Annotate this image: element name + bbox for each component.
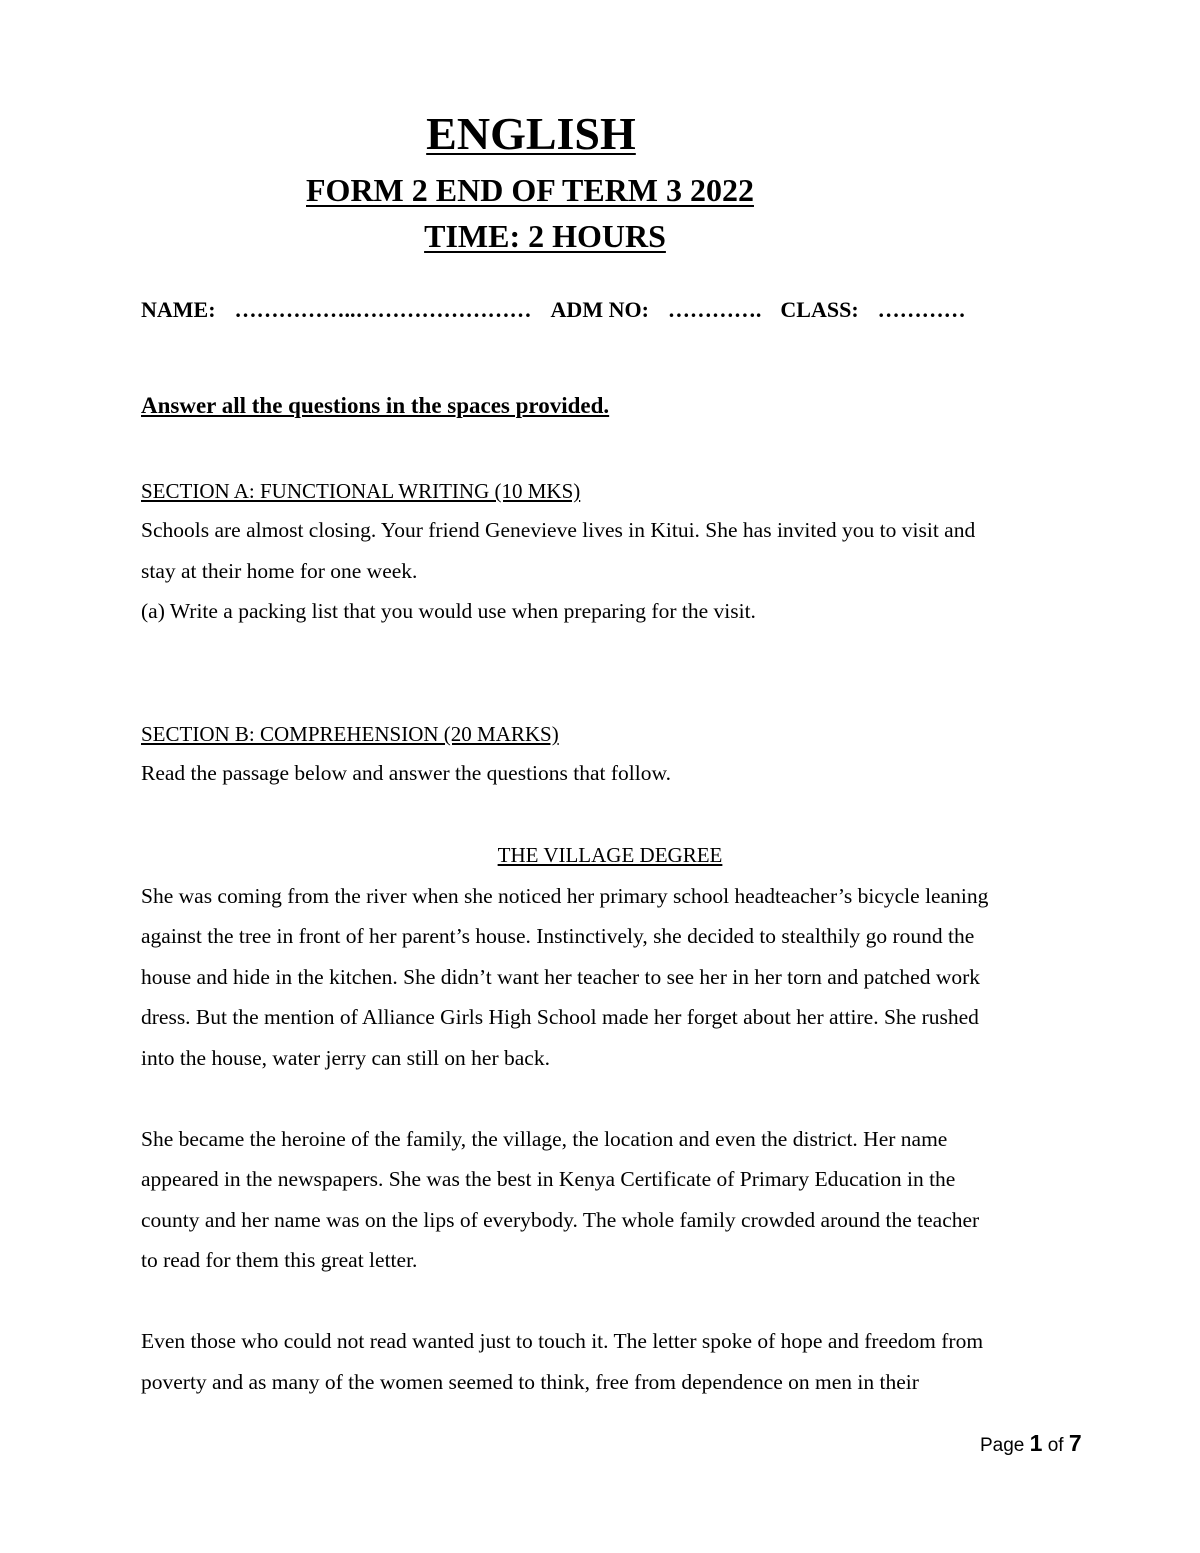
passage-title: THE VILLAGE DEGREE [497,843,723,867]
exam-title: FORM 2 END OF TERM 3 2022 [306,172,754,208]
passage-line: against the tree in front of her parent’s house. Instinctively, she decided to stealthily go round the [141,924,975,948]
current-page-number: 1 [1029,1430,1043,1456]
passage-line: Even those who could not read wanted just to touch it. The letter spoke of hope and freedom from [141,1329,984,1353]
name-blank: ……………..…………………… [234,297,532,322]
page-number-footer [980,1428,1080,1461]
section-b-instruction: Read the passage below and answer the questions that follow. [141,761,671,785]
page-word: Page [980,1435,1025,1456]
of-word: of [1047,1435,1064,1456]
exam-time: TIME: 2 HOURS [424,218,666,254]
student-details-line [141,293,1081,327]
subject-title: ENGLISH [426,108,636,159]
class-label: CLASS: [780,297,859,322]
section-b-title: SECTION B: COMPREHENSION (20 MARKS) [141,722,559,746]
passage-line: into the house, water jerry can still on her back. [141,1046,550,1070]
question-a: (a) Write a packing list that you would use when preparing for the visit. [141,599,756,623]
section-a-line: stay at their home for one week. [141,559,418,583]
passage-line: county and her name was on the lips of everybody. The whole family crowded around the teacher [141,1208,980,1232]
adm-no-blank: …………. [667,297,762,322]
class-blank: ………… [877,297,966,322]
section-a-title: SECTION A: FUNCTIONAL WRITING (10 MKS) [141,479,581,503]
section-a-line: Schools are almost closing. Your friend Genevieve lives in Kitui. She has invited you to visit and [141,518,976,542]
passage-line: poverty and as many of the women seemed to think, free from dependence on men in their [141,1370,919,1394]
passage-line: dress. But the mention of Alliance Girls High School made her forget about her attire. She rushed [141,1005,979,1029]
passage-line: She was coming from the river when she noticed her primary school headteacher’s bicycle leaning [141,884,989,908]
passage-line: She became the heroine of the family, the village, the location and even the district. Her name [141,1127,948,1151]
passage-line: to read for them this great letter. [141,1248,418,1272]
passage-line: appeared in the newspapers. She was the best in Kenya Certificate of Primary Education in the [141,1167,956,1191]
general-instruction: Answer all the questions in the spaces provided. [141,393,610,418]
total-page-count: 7 [1068,1430,1082,1456]
adm-no-label: ADM NO: [550,297,649,322]
name-label: NAME: [141,297,216,322]
passage-line: house and hide in the kitchen. She didn’t want her teacher to see her in her torn and patched work [141,965,981,989]
